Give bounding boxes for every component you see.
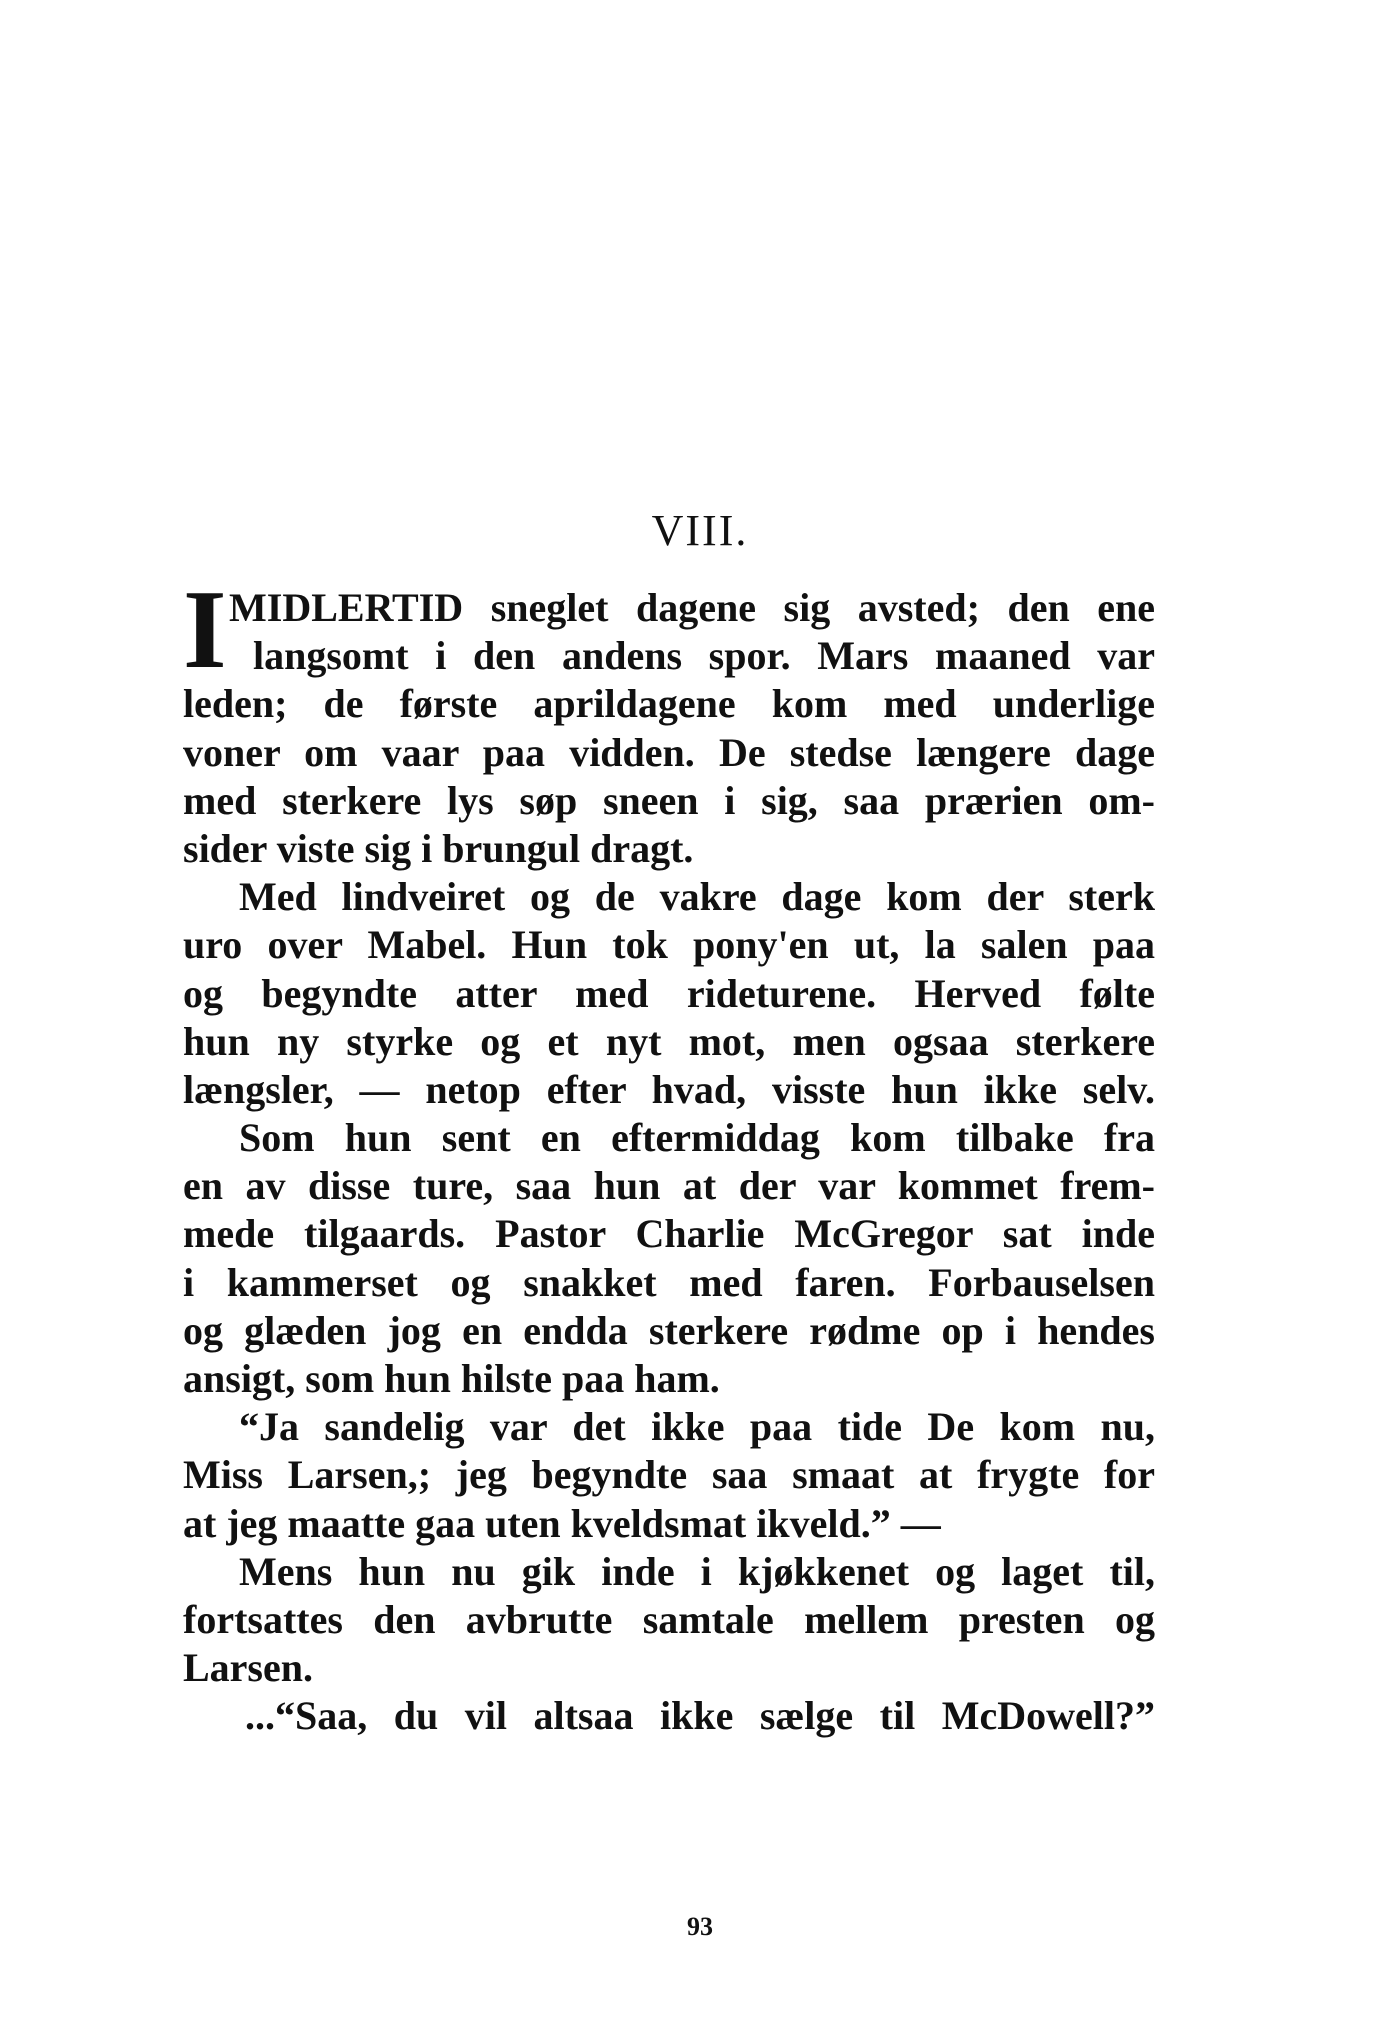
chapter-heading: VIII. [651, 506, 749, 555]
text-line-7: Med lindveiret og de vakre dage kom der sterk [239, 874, 1155, 920]
text-line-2: langsomt i den andens spor. Mars maaned var [253, 633, 1155, 679]
text-line-23: Larsen. [183, 1645, 313, 1691]
text-line-10: hun ny styrke og et nyt mot, men ogsaa sterkere [183, 1018, 1155, 1064]
text-line-3: leden; de første aprildagene kom med underlige [183, 681, 1155, 727]
text-line-14: mede tilgaards. Pastor Charlie McGregor sat inde [183, 1211, 1155, 1257]
text-line-6: sider viste sig i brungul dragt. [183, 825, 694, 871]
text-line-17: ansigt, som hun hilste paa ham. [183, 1356, 720, 1401]
text-line-19: Miss Larsen,; jeg begyndte saa smaat at frygte for [183, 1452, 1155, 1498]
text-line-5: med sterkere lys søp sneen i sig, saa prærien om- [183, 777, 1155, 823]
text-line-1-content: MIDLERTID sneglet dagene sig avsted; den ene [229, 585, 1155, 630]
text-line-4: voner om vaar paa vidden. De stedse længere dage [183, 729, 1155, 775]
page-number: 93 [687, 1912, 713, 1941]
text-line-16: og glæden jog en endda sterkere rødme op i hendes [183, 1307, 1155, 1353]
body-text [183, 568, 1155, 1741]
text-line-11: længsler, — netop efter hvad, visste hun ikke selv. [183, 1066, 1155, 1112]
drop-cap: I [183, 568, 227, 692]
text-line-20: at jeg maatte gaa uten kveldsmat ikveld.” — [183, 1500, 941, 1546]
text-line-9: og begyndte atter med rideturene. Herved følte [183, 970, 1155, 1016]
text-line-22: fortsattes den avbrutte samtale mellem presten og [183, 1596, 1155, 1642]
text-line-24: ...“Saa, du vil altsaa ikke sælge til McDowell?” [245, 1693, 1155, 1739]
text-line-12: Som hun sent en eftermiddag kom tilbake fra [239, 1115, 1155, 1161]
text-line-18: “Ja sandelig var det ikke paa tide De kom nu, [239, 1404, 1155, 1450]
text-line-13: en av disse ture, saa hun at der var kommet frem- [183, 1163, 1155, 1209]
text-line-21: Mens hun nu gik inde i kjøkkenet og laget til, [239, 1548, 1155, 1594]
text-line-8: uro over Mabel. Hun tok pony'en ut, la salen paa [183, 922, 1155, 968]
text-line-15: i kammerset og snakket med faren. Forbauselsen [183, 1259, 1155, 1305]
